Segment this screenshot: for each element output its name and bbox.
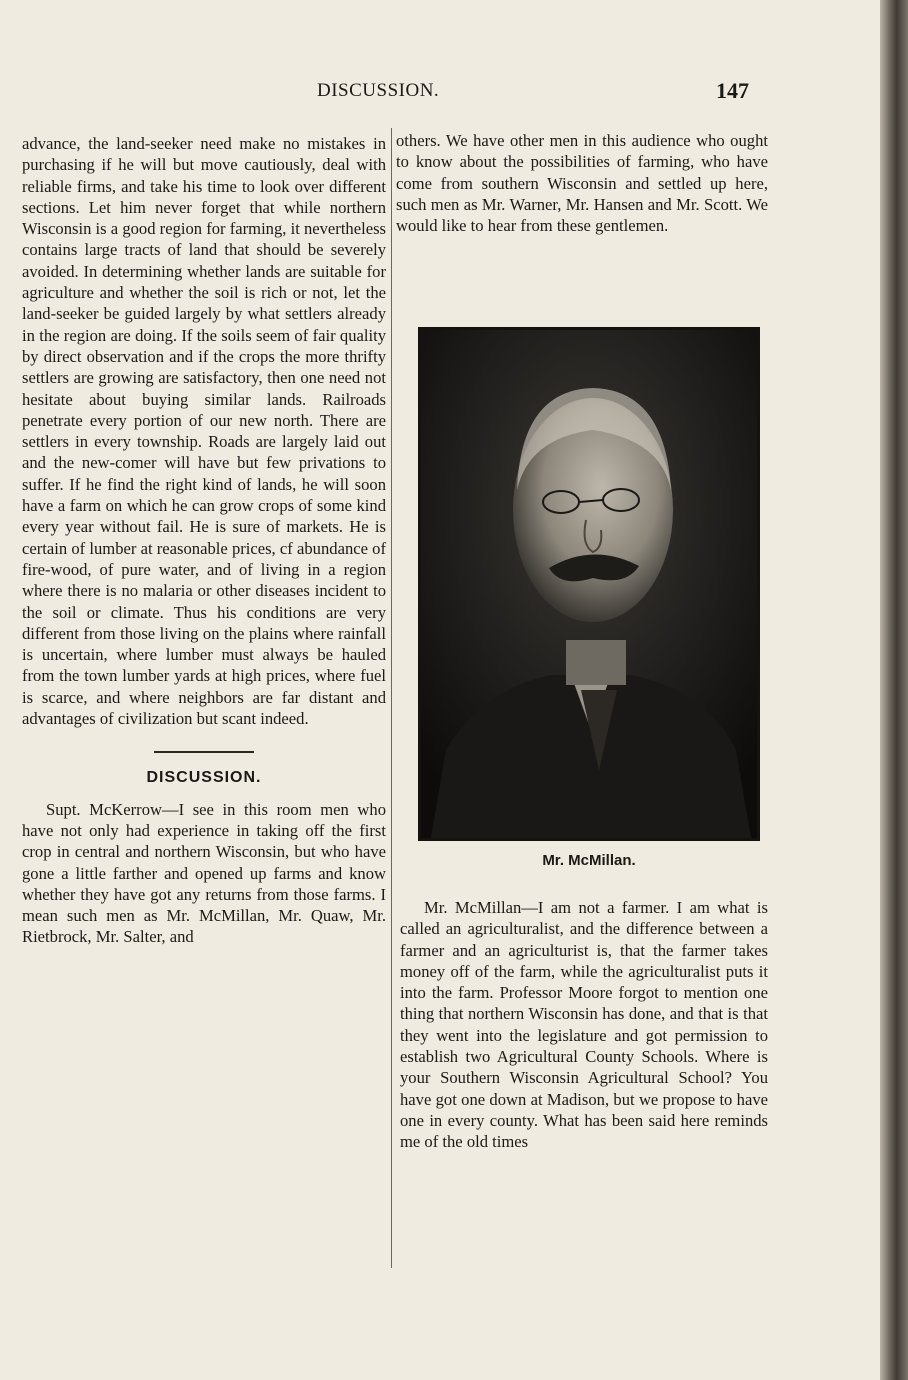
right-column-top (396, 130, 768, 236)
right-column-lower (400, 897, 768, 1153)
mcmillan-paragraph: Mr. McMillan—I am not a farmer. I am what is called an agriculturalist, and the difference between a farmer and an agriculturist is, that the farmer takes money off of the farm, while the agriculturalist puts it into the farm. Professor Moore forgot to mention one thing that northern Wisconsin has done, and that is that they went into the legislature and got permission to establish two Agricultural County Schools. Where is your Southern Wisconsin Agricultural School? You have got one down at Madison, but we propose to have one in every county. What has been said here reminds me of the old times (400, 898, 768, 1152)
book-binding-edge (880, 0, 908, 1380)
continued-paragraph: others. We have other men in this audience who ought to know about the possibilities of farming, who have come from southern Wisconsin and settled up here, such men as Mr. Warner, Mr. Hansen and Mr. Scott. We would like to hear from these gentlemen. (396, 131, 768, 236)
left-column (22, 133, 386, 948)
running-title: DISCUSSION. (317, 80, 440, 101)
section-heading: DISCUSSION. (146, 769, 262, 787)
page-header (0, 80, 880, 104)
section-divider-rule (154, 751, 254, 753)
page-number: 147 (716, 78, 749, 103)
portrait-photo (418, 327, 760, 841)
photo-caption: Mr. McMillan. (542, 852, 636, 869)
body-paragraph: advance, the land-seeker need make no mistakes in purchasing if he will but move cautiously, deal with reliable firms, and take his time to look over different sections. Let him never forget that while northern Wisconsin is a good region for farming, it nevertheless contains large tracts of land that should be severely avoided. In determining whether lands are suitable for agriculture and whether the soil is rich or not, let the land-seeker be guided largely by what settlers already in the region are doing. If the soils seem of fair quality by direct observation and if the crops the more thrifty settlers are growing are satisfactory, then one need not hesitate about buying similar lands. Railroads penetrate every portion of our new north. There are settlers in every township. Roads are largely laid out and the new-comer will have but few privations to suffer. If he find the right kind of lands, he will soon have a farm on which he can grow crops of some kind every year without fail. He is sure of markets. He is certain of lumber at reasonable prices, cf abundance of fire-wood, of pure water, and of living in a region where there is no malaria or other diseases incident to the soil or climate. Thus his conditions are very different from those living on the plains where rainfall is uncertain, where lumber must always be hauled from the town lumber yards at high prices, where fuel is scarce, and where neighbors are far distant and advantages of civilization but scant indeed. (22, 134, 386, 729)
discussion-paragraph: Supt. McKerrow—I see in this room men who have not only had experience in taking off the first crop in central and northern Wisconsin, but who have gone a little farther and opened up farms and know whether they have got any returns from those farms. I mean such men as Mr. McMillan, Mr. Quaw, Mr. Rietbrock, Mr. Salter, and (22, 799, 386, 947)
column-divider (391, 128, 392, 1268)
portrait-illustration (421, 330, 757, 838)
